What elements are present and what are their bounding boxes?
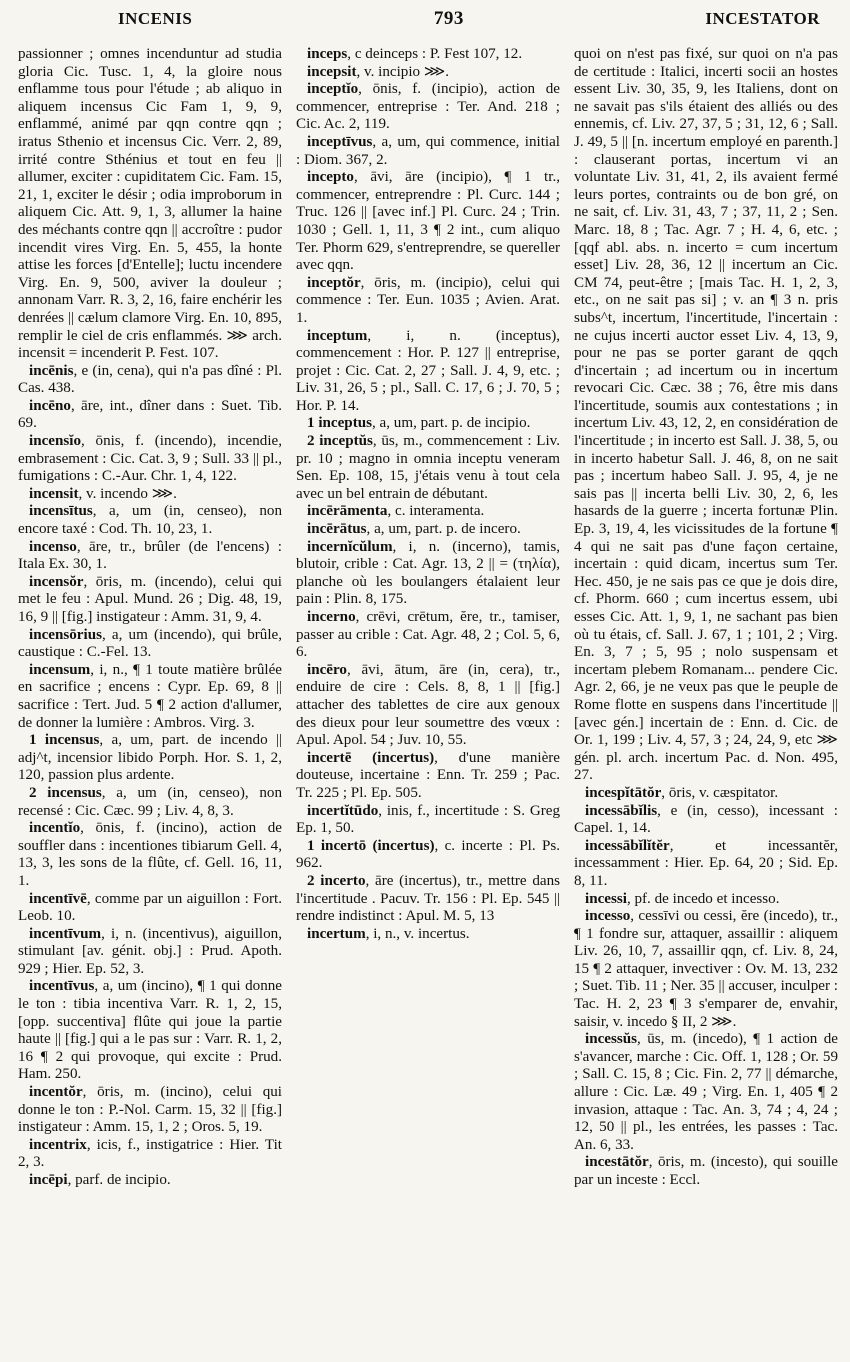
entry: incēnis, e (in, cena), qui n'a pas dîné : Pl. Cas. 438. xyxy=(18,362,282,397)
headword: inceptīvus xyxy=(307,133,373,150)
headword: incernĭcŭlum xyxy=(307,538,393,555)
headword: incērāmenta xyxy=(307,503,388,520)
headword: incespĭtātŏr xyxy=(585,784,662,801)
headword: incessŭs xyxy=(585,1031,638,1048)
entry: inceptīvus, a, um, qui commence, initial : Diom. 367, 2. xyxy=(296,133,560,168)
headword: incesso xyxy=(585,908,631,925)
headword: incentīvus xyxy=(29,978,95,995)
entry: incessābĭlis, e (in, cesso), incessant : Capel. 1, 14. xyxy=(574,802,838,837)
entry: incessŭs, ūs, m. (incedo), ¶ 1 action de s'avancer, marche : Cic. Off. 1, 128 ; Or. 59 ; Sall. C. 15, 8 ; Cic. Fin. 2, 77 || démarche, allure : Cic. Læ. 49 ; Virg. En. 1, 405 ¶ 2 invasion, attaque : Tac. An. 3, 74 ; 4, 24 ; 12, 50 || pl., les entrées, les passes : Tac. An. 6, 33. xyxy=(574,1031,838,1153)
headword: incensĭo xyxy=(29,433,81,450)
headword: inceps xyxy=(307,46,348,62)
entry: incerno, crēvi, crētum, ĕre, tr., tamiser, passer au crible : Cat. Agr. 48, 2 ; Col. 5, 6, 6. xyxy=(296,609,560,661)
entry: 2 incensus, a, um (in, censeo), non recensé : Cic. Cæc. 99 ; Liv. 4, 8, 3. xyxy=(18,784,282,819)
headword: incērātus xyxy=(307,521,367,538)
entry: incēro, āvi, ātum, āre (in, cera), tr., enduire de cire : Cels. 8, 8, 1 || [fig.] attacher des tablettes de cire aux genoux des dieux pour leur soumettre des vœux : Apul. Apol. 54 ; Juv. 10, 55. xyxy=(296,661,560,749)
entry: incepsit, v. incipio ⋙. xyxy=(307,63,450,80)
entry: incentĭo, ōnis, f. (incino), action de souffler dans : incentiones tibiarum Gell. 4, 13, 3, les sons de la flûte, cf. Gell. 16, 11, 1. xyxy=(18,820,282,889)
entry: inceptŏr, ōris, m. (incipio), celui qui commence : Ter. Eun. 1035 ; Avien. Arat. 1. xyxy=(296,274,560,326)
headword: incenso xyxy=(29,538,77,555)
entry: incērātus, a, um, part. p. de incero. xyxy=(307,521,521,538)
headword: incensum xyxy=(29,661,91,678)
entry: incentrix, icis, f., instigatrice : Hier. Tit 2, 3. xyxy=(18,1136,282,1171)
headword: incēro xyxy=(307,661,347,678)
headword: incentīvum xyxy=(29,925,102,942)
headword: incepto xyxy=(307,169,354,186)
headword: incertē (incertus) xyxy=(307,749,435,766)
headword: incentrix xyxy=(29,1136,87,1153)
page-number: 793 xyxy=(433,8,464,29)
headword: incēpi xyxy=(29,1172,68,1188)
entry: incensĭo, ōnis, f. (incendo), incendie, embrasement : Cic. Cat. 3, 9 ; Sull. 33 || pl., fumigations : C.-Aur. Chr. 1, 4, 122. xyxy=(18,433,282,485)
entry: incensit, v. incendo ⋙. xyxy=(29,485,177,502)
entry: incensŏr, ōris, m. (incendo), celui qui met le feu : Apul. Mund. 26 ; Dig. 48, 19, 16, 9 || [fig.] instigateur : Amm. 31, 9, 4. xyxy=(18,573,282,625)
headword: inceptum xyxy=(307,327,368,344)
entry: incertĭtūdo, inis, f., incertitude : S. Greg Ep. 1, 50. xyxy=(296,802,560,837)
entry: inceptĭo, ōnis, f. (incipio), action de commencer, entreprise : Ter. And. 218 ; Cic. Ac. 2, 119. xyxy=(296,81,560,133)
headword: incensītus xyxy=(29,503,93,520)
entry: quoi on n'est pas fixé, sur quoi on n'a pas de certitude : Italici, incerti socii an hostes essent Liv. 30, 35, 9, les Italiens, dont on ne savait pas s'ils étaient des alliés ou des ennemis, cf. Liv. 27, 37, 5 ; 31, 12, 6 ; Sall. J. 49, 5 || [n. incertum employé en parenth.] : clauserant portas, incertum vi an voluntate Liv. 31, 41, 2, ils avaient fermé leurs portes, contraints ou de bon gré, on ne sait, cf. Liv. 31, 43, 7 ; 37, 11, 2 ; Sen. Marc. 18, 8 ; Tac. Agr. 7 ; H. 4, 6, etc. ; [qqf abl. abs. n. incerto = cum incertum esset] Liv. 28, 36, 12 || incertum an Cic. CM 74, peut-être ; [mais Tac. H. 1, 2, 3, etc., on ne sait pas si] ; v. an ¶ 3 n. pris subs^t, incertum, l'incertitude, l'incertain : ne cujus incerti auctor esset Liv. 4, 13, 9, pour ne pas se porter garant de qqch d'incertain ; ad incertum ou in incertum revocari Cic. Cæc. 38 ; 76, être mis dans l'incertitude, soumis aux contestations ; in incertum Liv. 43, 12, 2, en considération de l'incertitude ; in incerto est Sall. J. 38, 5, ou in incerto habetur Sall. J. 46, 8, on ne sait pas ; incertum habeo Sall. J. 95, 4, je ne sais pas || incerta belli Liv. 30, 2, 6, les hasards de la guerre ; incerta fortunæ Plin. Ep. 3, 19, 4, les vicissitudes de la fortune ¶ 4 qui ne sait pas d'une façon certaine, incertain : quid dicam, incertus sum Ter. Hec. 450, je ne sais pas ce que je dois dire, cf. Phorm. 660 ; cum incertus essem, ubi esses Cic. Att. 1, 9, 1, ne sachant pas bien où tu étais, cf. Sall. J. 67, 1 ; 101, 2 ; Virg. En. 3, 7 ; 5, 95 ; nolo suspensam et incertam plebem Romanam... pendere Cic. Agr. 2, 66, je ne veux pas que le peuple de Rome flotte en suspens dans l'incertitude || [avec gén.] incertain de : Enn. d. Cic. de Or. 1, 199 ; Liv. 4, 57, 3 ; 24, 24, 9, etc ⋙ gén. pl. arch. incertum Pac. d. Non. 495, 27. xyxy=(574,46,838,784)
headword: inceptĭo xyxy=(307,81,359,98)
entry: incensum, i, n., ¶ 1 toute matière brûlée en sacrifice ; encens : Cypr. Ep. 69, 8 || sacrifice : Tert. Jud. 5 ¶ 2 action d'allumer, de donner la lumière : Ambros. Virg. 3. xyxy=(18,661,282,731)
entry: 1 inceptus, a, um, part. p. de incipio. xyxy=(307,415,531,432)
column-left xyxy=(18,46,282,1190)
entry: incensōrius, a, um (incendo), qui brûle, caustique : C.-Fel. 13. xyxy=(18,626,282,661)
headword: incessābĭlis xyxy=(585,802,658,819)
entry: incentīvum, i, n. (incentivus), aiguillon, stimulant [av. génit. obj.] : Prud. Apoth. 929 ; Hier. Ep. 52, 3. xyxy=(18,925,282,977)
header-right-guide-word: INCESTATOR xyxy=(705,9,820,28)
entry: incertē (incertus), d'une manière douteuse, incertaine : Enn. Tr. 259 ; Pac. Tr. 225 ; Pl. Ep. 505. xyxy=(296,749,560,801)
headword: 1 incensus xyxy=(29,732,100,749)
headword: 2 inceptŭs xyxy=(307,433,373,450)
entry: incestātŏr, ōris, m. (incesto), qui souille par un inceste : Eccl. xyxy=(574,1154,838,1188)
entry: passionner ; omnes incenduntur ad studia gloria Cic. Tusc. 1, 4, la gloire nous enflamme tous pour l'étude ; ab aliquo in aliquem incensus Cic Fam 1, 9, 9, enflammé, animé par qqn contre qqn ; iratus Sthenio et incensus Cic. Verr. 2, 89, irrité contre Sthénius et tout en feu || allumer, exciter : cupiditatem Cic. Fam. 15, 21, 1, exciter le désir ; odia improborum in aliquem Cic. Att. 9, 1, 3, allumer la haine des méchants contre qqn || accroître : pudor incendit vires Virg. En. 5, 455, la honte attise les forces [d'Entelle]; luctu incendere Virg. En. 9, 500, aviver la douleur ; annonam Varr. R. 3, 2, 16, faire enchérir les denrées || cælum clamore Virg. En. 10, 895, remplir le ciel de cris enflammés. ⋙ arch. incensit = incenderit P. Fest. 107. xyxy=(18,46,282,362)
headword: incensŏr xyxy=(29,573,84,590)
headword: incēno xyxy=(29,397,71,414)
headword: 2 incensus xyxy=(29,784,102,801)
entry: incēpi, parf. de incipio. xyxy=(29,1172,171,1188)
headword: 2 incerto xyxy=(307,872,366,889)
entry: incessābĭlĭtĕr, et incessantĕr, incessamment : Hier. Ep. 64, 20 ; Sid. Ep. 8, 11. xyxy=(574,837,838,889)
headword: incertĭtūdo xyxy=(307,802,379,819)
entry: incēno, āre, int., dîner dans : Suet. Tib. 69. xyxy=(18,397,282,432)
column-middle xyxy=(296,46,560,1190)
running-header xyxy=(18,8,840,46)
headword: incerno xyxy=(307,609,356,625)
headword: incentīvē xyxy=(29,890,87,907)
headword: incepsit xyxy=(307,63,357,80)
headword: incentĭo xyxy=(29,820,81,837)
headword: incertum xyxy=(307,925,366,942)
entry: incentīvē, comme par un aiguillon : Fort. Leob. 10. xyxy=(18,890,282,925)
entry: incesso, cessīvi ou cessi, ĕre (incedo), tr., ¶ 1 fondre sur, attaquer, assaillir : aliquem Liv. 26, 10, 7, assaillir qqn, cf. Liv. 8, 24, 15 ¶ 2 attaquer, invectiver : Ov. M. 13, 232 ; Suet. Tib. 11 ; Ner. 35 || accuser, inculper : Tac. H. 2, 23 ¶ 3 s'emparer de, envahir, saisir, v. incedo § II, 2 ⋙. xyxy=(574,908,838,1030)
entry: incērāmenta, c. interamenta. xyxy=(307,503,485,520)
header-left-guide-word: INCENIS xyxy=(118,9,193,28)
headword: incentŏr xyxy=(29,1084,83,1101)
headword: incessi xyxy=(585,890,627,907)
headword: incestātŏr xyxy=(585,1154,649,1171)
entry: inceptum, i, n. (inceptus), commencement : Hor. P. 127 || entreprise, projet : Cic. Cat. 2, 27 ; Sall. J. 4, 9, etc. ; Liv. 31, 26, 5 ; pl., Sall. C. 17, 6 ; J. 70, 5 ; Hor. P. 14. xyxy=(296,327,560,414)
headword: 1 inceptus xyxy=(307,415,372,432)
entry: inceps, c deinceps : P. Fest 107, 12. xyxy=(307,46,523,62)
headword: inceptŏr xyxy=(307,274,361,291)
entry: 1 incensus, a, um, part. de incendo || adj^t, incensior libido Porph. Hor. S. 1, 2, 120, passion plus ardente. xyxy=(18,732,282,784)
entry: incertum, i, n., v. incertus. xyxy=(307,925,470,942)
entry: incespĭtātŏr, ōris, v. cæspitator. xyxy=(585,784,779,801)
entry: incernĭcŭlum, i, n. (incerno), tamis, blutoir, crible : Cat. Agr. 13, 2 || = (τηλία), planche où les boulangers étalaient leur pain : Plin. 8, 175. xyxy=(296,538,560,608)
entry: incenso, āre, tr., brûler (de l'encens) : Itala Ex. 30, 1. xyxy=(18,538,282,573)
text-columns xyxy=(18,46,840,1190)
entry: 1 incertō (incertus), c. incerte : Pl. Ps. 962. xyxy=(296,837,560,872)
headword: incensōrius xyxy=(29,626,102,643)
headword: incēnis xyxy=(29,362,74,379)
headword: 1 incertō (incertus) xyxy=(307,837,435,854)
entry: incessi, pf. de incedo et incesso. xyxy=(585,890,780,907)
entry: incepto, āvi, āre (incipio), ¶ 1 tr., commencer, entreprendre : Pl. Curc. 144 ; Truc. 126 || [avec inf.] Pl. Curc. 24 ; Trin. 1030 ; Gell. 1, 11, 3 ¶ 2 int., cum aliquo Ter. Phorm 629, s'entreprendre, se quereller avec qqn. xyxy=(296,169,560,274)
column-right xyxy=(574,46,838,1190)
entry: incentīvus, a, um (incino), ¶ 1 qui donne le ton : tibia incentiva Varr. R. 1, 2, 15, [opp. succentiva] flûte qui joue la partie haute || [fig.] qui a le pas sur : Varr. R. 1, 2, 16 ¶ 2 qui provoque, qui excite : Prud. Ham. 250. xyxy=(18,978,282,1083)
entry: incensītus, a, um (in, censeo), non encore taxé : Cod. Th. 10, 23, 1. xyxy=(18,503,282,538)
headword: incensit xyxy=(29,485,79,502)
entry: 2 incerto, āre (incertus), tr., mettre dans l'incertitude . Pacuv. Tr. 156 : Pl. Ep. 545 || rendre indistinct : Apul. M. 5, 13 xyxy=(296,872,560,925)
entry: 2 inceptŭs, ūs, m., commencement : Liv. pr. 10 ; magno in omnia inceptu veneram Sen. Ep. 108, 15, j'étais venu à tout cela avec un bel entrain de débutant. xyxy=(296,433,560,502)
entry: incentŏr, ōris, m. (incino), celui qui donne le ton : P.-Nol. Carm. 15, 32 || [fig.] instigateur : Amm. 15, 1, 2 ; Oros. 5, 19. xyxy=(18,1084,282,1136)
headword: incessābĭlĭtĕr xyxy=(585,837,670,854)
